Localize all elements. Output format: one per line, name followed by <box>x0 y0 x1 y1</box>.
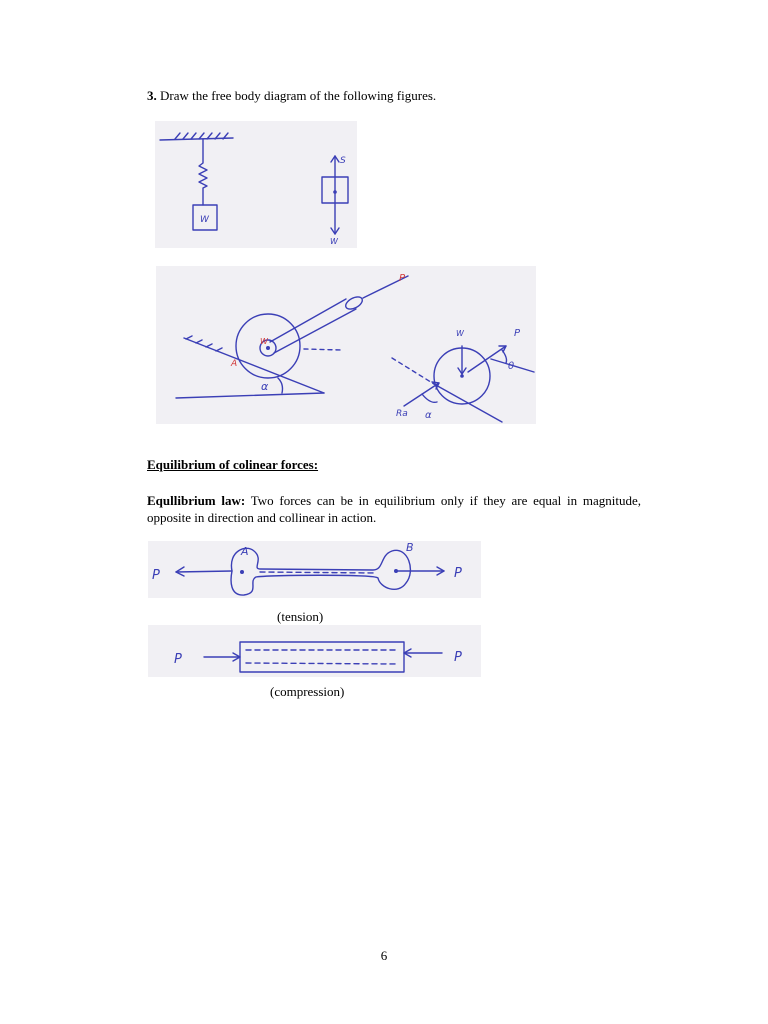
tension-center-line <box>260 572 376 573</box>
section-heading: Equilibrium of colinear forces: <box>147 457 319 472</box>
handle-eye <box>344 294 365 311</box>
roller-center-dot <box>266 346 270 350</box>
law-text: Two forces can be in equilibrium only if they are equal in magnitude, opposite in direction and collinear in action. <box>147 493 642 525</box>
fbd-incline-dashed <box>392 358 434 384</box>
tension-figure <box>148 541 481 598</box>
w-center-label: W <box>260 337 268 346</box>
alpha-fbd-label: α <box>425 410 432 421</box>
compression-line-bottom <box>246 663 398 664</box>
page-number: 6 <box>380 948 388 963</box>
compression-left-p-label: P <box>174 652 182 667</box>
compression-figure <box>148 625 481 677</box>
ceiling-line <box>160 138 233 140</box>
question-number: 3. <box>147 88 157 103</box>
alpha-incline-label: α <box>261 380 269 393</box>
tension-caption: (tension) <box>277 609 324 624</box>
law-label: Equllibrium law: <box>147 493 246 508</box>
tension-left-arrow <box>176 571 232 572</box>
tension-right-p-label: P <box>454 566 462 581</box>
a-contact-label: A <box>231 359 238 369</box>
p-rope-label: P <box>399 273 406 284</box>
tension-a-dot <box>240 570 244 574</box>
spring-weight-figure <box>155 121 357 248</box>
tension-a-label: A <box>241 545 249 558</box>
compression-right-p-label: P <box>454 650 462 665</box>
question-3 <box>147 88 436 104</box>
tension-member <box>231 548 410 595</box>
alpha-arc <box>278 378 283 393</box>
weight-block-label: W <box>200 215 209 225</box>
p-fbd-label: P <box>514 328 521 339</box>
roller-dashed-line <box>304 349 341 350</box>
compression-caption: (compression) <box>270 684 345 699</box>
question-text: Draw the free body diagram of the following figures. <box>160 88 437 103</box>
spring-force-label: S <box>340 156 346 166</box>
fbd-center-dot <box>333 190 337 194</box>
equilibrium-law-paragraph <box>147 492 641 526</box>
ra-label: Ra <box>396 409 408 419</box>
incline-hatch <box>186 336 222 351</box>
w-fbd-label: W <box>456 329 464 338</box>
fbd-roller-center <box>460 374 464 378</box>
roller-incline-figure <box>156 266 536 424</box>
spring <box>199 139 207 205</box>
ground-line <box>176 393 324 398</box>
weight-arrow-label: W <box>330 237 338 246</box>
tension-left-p-label: P <box>152 568 160 583</box>
incline-line <box>184 338 324 393</box>
compression-member <box>240 642 404 672</box>
theta-arc <box>502 350 507 363</box>
alpha-fbd-arc <box>422 394 437 402</box>
fbd-incline-line <box>434 384 502 422</box>
tension-b-label: B <box>406 541 414 554</box>
theta-label: θ <box>508 361 515 372</box>
handle-bottom-edge <box>274 309 356 353</box>
